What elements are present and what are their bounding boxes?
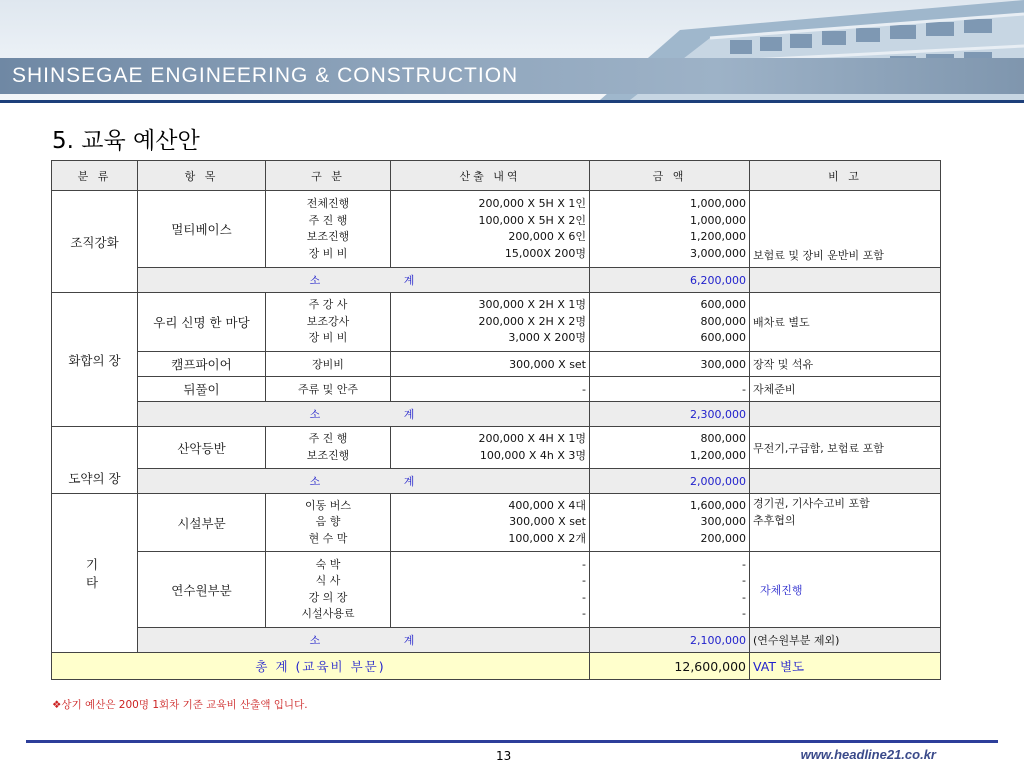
subtotal-amount: 6,200,000 xyxy=(590,268,750,293)
footnote-text: 상기 예산은 200명 1회차 기준 교육비 산출액 입니다. xyxy=(61,699,308,711)
total-amount: 12,600,000 xyxy=(590,653,750,680)
calc-line: - xyxy=(582,557,586,571)
calc-line: - xyxy=(582,590,586,604)
note-cell: 보험료 및 장비 운반비 포함 xyxy=(750,191,941,268)
calc-cell xyxy=(391,191,590,268)
subtotal-label: 소 계 xyxy=(138,628,590,653)
amount-line: 1,000,000 xyxy=(690,213,746,227)
subtotal-row xyxy=(52,469,941,494)
calc-cell: - xyxy=(391,377,590,402)
table-row xyxy=(52,352,941,377)
item-cell: 산악등반 xyxy=(138,427,266,469)
amount-cell xyxy=(590,494,750,552)
header-banner xyxy=(0,0,1024,103)
division-line: 강 의 장 xyxy=(308,590,348,604)
note-cell: 무전기,구급함, 보험료 포함 xyxy=(750,427,941,469)
subtotal-amount: 2,100,000 xyxy=(590,628,750,653)
amount-line: - xyxy=(742,590,746,604)
division-line: 이동 버스 xyxy=(304,498,351,512)
table-row xyxy=(52,191,941,268)
division-line: 음 향 xyxy=(315,515,341,529)
calc-line: - xyxy=(582,607,586,620)
subtotal-label: 소 계 xyxy=(138,268,590,293)
division-line: 보조진행 xyxy=(306,448,350,462)
category-cell: 조직강화 xyxy=(52,191,138,293)
amount-line: 800,000 xyxy=(700,314,746,328)
calc-cell xyxy=(391,427,590,469)
total-note: VAT 별도 xyxy=(750,653,941,680)
table-row xyxy=(52,377,941,402)
calc-cell xyxy=(391,293,590,352)
calc-cell xyxy=(391,552,590,628)
item-cell: 캠프파이어 xyxy=(138,352,266,377)
division-line: 보조강사 xyxy=(306,314,350,328)
website-link[interactable]: www.headline21.co.kr xyxy=(800,747,936,762)
division-cell xyxy=(266,427,391,469)
subtotal-label: 소 계 xyxy=(138,469,590,494)
subtotal-note: (연수원부분 제외) xyxy=(750,628,941,653)
subtotal-amount: 2,000,000 xyxy=(590,469,750,494)
amount-line: - xyxy=(742,557,746,571)
item-cell: 뒤풀이 xyxy=(138,377,266,402)
table-header-row xyxy=(52,161,941,191)
division-line: 숙 박 xyxy=(315,557,341,571)
diamond-bullet-icon: ❖ xyxy=(52,699,62,711)
company-name: SHINSEGAE ENGINEERING & CONSTRUCTION xyxy=(12,64,519,87)
subtotal-row xyxy=(52,402,941,427)
subtotal-row xyxy=(52,268,941,293)
calc-line: 200,000 X 6인 xyxy=(508,230,586,243)
amount-line: 600,000 xyxy=(700,298,746,312)
budget-table xyxy=(51,160,941,680)
amount-cell xyxy=(590,191,750,268)
amount-line: 3,000,000 xyxy=(690,246,746,260)
amount-line: 1,200,000 xyxy=(690,230,746,243)
division-cell xyxy=(266,552,391,628)
calc-line: 200,000 X 2H X 2명 xyxy=(478,314,586,328)
total-row xyxy=(52,653,941,680)
category-cell: 도약의 장 xyxy=(52,427,138,494)
division-cell xyxy=(266,494,391,552)
header-item: 항 목 xyxy=(138,161,266,191)
table-row xyxy=(52,293,941,352)
table-row xyxy=(52,427,941,469)
page-title: 5. 교육 예산안 xyxy=(52,128,200,154)
amount-line: - xyxy=(742,574,746,587)
header-division: 구 분 xyxy=(266,161,391,191)
note-line: 경기권, 기사수고비 포함 xyxy=(753,497,870,510)
division-line: 주 강 사 xyxy=(308,298,348,312)
note-line: 추후협의 xyxy=(753,513,796,527)
header-category: 분 류 xyxy=(52,161,138,191)
division-line: 시설사용료 xyxy=(301,607,355,620)
note-cell xyxy=(750,494,941,552)
calc-line: 15,000X 200명 xyxy=(504,246,586,260)
calc-line: 3,000 X 200명 xyxy=(508,331,586,345)
division-line: 보조진행 xyxy=(306,230,350,243)
calc-line: 100,000 X 5H X 2인 xyxy=(478,213,586,227)
amount-line: 300,000 xyxy=(700,515,746,529)
amount-cell xyxy=(590,293,750,352)
calc-line: 200,000 X 5H X 1인 xyxy=(478,197,586,210)
division-line: 장 비 비 xyxy=(308,331,348,345)
division-line: 주 진 행 xyxy=(308,213,348,227)
division-line: 주 진 행 xyxy=(308,432,348,445)
header-calculation: 산출 내역 xyxy=(391,161,590,191)
header-note: 비 고 xyxy=(750,161,941,191)
item-cell: 연수원부분 xyxy=(138,552,266,628)
amount-line: 200,000 xyxy=(700,531,746,545)
category-cell: 화합의 장 xyxy=(52,293,138,427)
amount-line: 1,600,000 xyxy=(690,498,746,512)
amount-line: 1,200,000 xyxy=(690,448,746,462)
footnote xyxy=(52,697,308,712)
calc-line: 300,000 X 2H X 1명 xyxy=(478,298,586,312)
amount-cell: - xyxy=(590,377,750,402)
amount-cell xyxy=(590,427,750,469)
amount-line: 600,000 xyxy=(700,331,746,345)
header-amount: 금 액 xyxy=(590,161,750,191)
footer-divider xyxy=(26,740,998,743)
amount-line: 800,000 xyxy=(700,432,746,445)
calc-line: 100,000 X 2개 xyxy=(508,531,586,545)
division-cell: 장비비 xyxy=(266,352,391,377)
division-cell xyxy=(266,293,391,352)
division-cell xyxy=(266,191,391,268)
subtotal-label: 소 계 xyxy=(138,402,590,427)
page-number: 13 xyxy=(496,749,512,763)
calc-line: 400,000 X 4대 xyxy=(508,498,586,512)
total-label: 총 계 (교육비 부문) xyxy=(52,653,590,680)
table-row xyxy=(52,552,941,628)
calc-cell xyxy=(391,494,590,552)
calc-line: 300,000 X set xyxy=(509,515,586,529)
division-cell: 주류 및 안주 xyxy=(266,377,391,402)
item-cell: 멀티베이스 xyxy=(138,191,266,268)
subtotal-row xyxy=(52,628,941,653)
subtotal-note xyxy=(750,268,941,293)
division-line: 식 사 xyxy=(315,574,341,587)
subtotal-amount: 2,300,000 xyxy=(590,402,750,427)
table-row xyxy=(52,494,941,552)
division-line: 전체진행 xyxy=(306,197,350,210)
category-cell: 기 타 xyxy=(52,494,138,653)
subtotal-note xyxy=(750,469,941,494)
calc-line: 200,000 X 4H X 1명 xyxy=(478,432,586,445)
calc-line: - xyxy=(582,574,586,587)
note-cell: 자체준비 xyxy=(750,377,941,402)
amount-cell xyxy=(590,552,750,628)
amount-line: 1,000,000 xyxy=(690,197,746,210)
subtotal-note xyxy=(750,402,941,427)
note-cell: 장작 및 석유 xyxy=(750,352,941,377)
note-cell: 배차료 별도 xyxy=(750,293,941,352)
banner-divider xyxy=(0,100,1024,103)
amount-cell: 300,000 xyxy=(590,352,750,377)
division-line: 장 비 비 xyxy=(308,246,348,260)
calc-cell: 300,000 X set xyxy=(391,352,590,377)
item-cell: 시설부문 xyxy=(138,494,266,552)
note-cell: 자체진행 xyxy=(750,552,941,628)
calc-line: 100,000 X 4h X 3명 xyxy=(479,448,586,462)
division-line: 현 수 막 xyxy=(308,531,348,545)
item-cell: 우리 신명 한 마당 xyxy=(138,293,266,352)
amount-line: - xyxy=(742,607,746,620)
